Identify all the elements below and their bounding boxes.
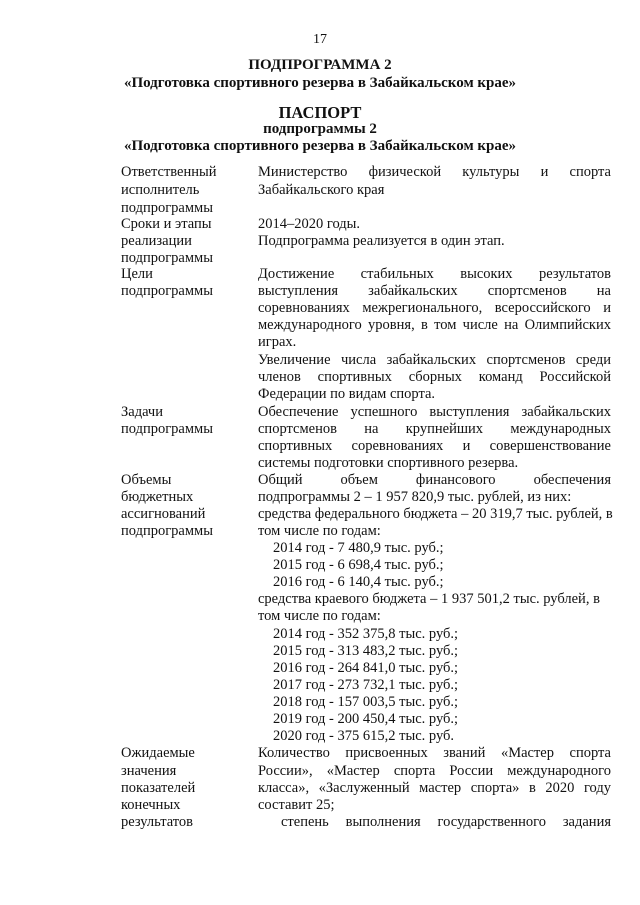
label-tasks-line: Задачи bbox=[121, 404, 163, 420]
value-budget-year: 2016 год - 264 841,0 тыс. руб.; bbox=[273, 660, 459, 676]
value-tasks-line: Обеспечение успешного выступления забайкальских bbox=[258, 404, 611, 420]
label-budget-line: Объемы bbox=[121, 472, 172, 488]
value-budget-year: 2014 год - 352 375,8 тыс. руб.; bbox=[273, 626, 459, 642]
label-responsible-line: исполнитель bbox=[121, 182, 200, 198]
value-results-line: степень выполнения государственного задания bbox=[281, 814, 611, 830]
label-responsible-line: Ответственный bbox=[121, 164, 217, 180]
value-responsible-line: Забайкальского края bbox=[258, 182, 385, 198]
label-goals-line: Цели bbox=[121, 266, 153, 282]
label-terms-line: подпрограммы bbox=[121, 250, 213, 266]
value-goals-line: играх. bbox=[258, 334, 297, 350]
value-results-line: России», «Мастер спорта России международного bbox=[258, 763, 611, 779]
value-goals-line: выступления забайкальских спортсменов на bbox=[258, 283, 611, 299]
passport-subheading: подпрограммы 2 bbox=[263, 121, 377, 137]
label-results-line: показателей bbox=[121, 780, 196, 796]
passport-title: «Подготовка спортивного резерва в Забайкальском крае» bbox=[123, 138, 517, 154]
value-results-line: класса», «Заслуженный мастер спорта» в 2020 году bbox=[258, 780, 611, 796]
value-budget-year: 2018 год - 157 003,5 тыс. руб.; bbox=[273, 694, 459, 710]
value-budget-year: 2016 год - 6 140,4 тыс. руб.; bbox=[273, 574, 444, 590]
value-budget-year: 2015 год - 6 698,4 тыс. руб.; bbox=[273, 557, 444, 573]
value-budget-line: средства краевого бюджета – 1 937 501,2 тыс. рублей, в bbox=[258, 591, 600, 607]
label-responsible-line: подпрограммы bbox=[121, 200, 213, 216]
label-goals-line: подпрограммы bbox=[121, 283, 213, 299]
value-tasks-line: спортивных соревнованиях и совершенствование bbox=[258, 438, 611, 454]
value-budget-line: том числе по годам: bbox=[258, 608, 381, 624]
label-budget-line: бюджетных bbox=[121, 489, 194, 505]
page-number: 17 bbox=[313, 32, 327, 47]
value-terms-line: Подпрограмма реализуется в один этап. bbox=[258, 233, 505, 249]
label-budget-line: ассигнований bbox=[121, 506, 206, 522]
value-goals-line: Увеличение числа забайкальских спортсменов среди bbox=[258, 352, 611, 368]
label-results-line: Ожидаемые bbox=[121, 745, 195, 761]
value-goals-line: соревнованиях межрегионального, всероссийского и bbox=[258, 300, 611, 316]
value-results-line: Количество присвоенных званий «Мастер спорта bbox=[258, 745, 611, 761]
passport-heading: ПАСПОРТ bbox=[278, 103, 362, 122]
subprogram-title: «Подготовка спортивного резерва в Забайкальском крае» bbox=[123, 75, 517, 91]
value-budget-line: Общий объем финансового обеспечения bbox=[258, 472, 611, 488]
label-tasks-line: подпрограммы bbox=[121, 421, 213, 437]
subprogram-heading: ПОДПРОГРАММА 2 bbox=[248, 57, 392, 73]
value-budget-year: 2015 год - 313 483,2 тыс. руб.; bbox=[273, 643, 459, 659]
value-tasks-line: спортсменов на крупнейших международных bbox=[258, 421, 611, 437]
label-results-line: результатов bbox=[121, 814, 194, 830]
value-responsible-line: Министерство физической культуры и спорта bbox=[258, 164, 611, 180]
value-results-line: составит 25; bbox=[258, 797, 335, 813]
label-results-line: конечных bbox=[121, 797, 181, 813]
value-budget-year: 2017 год - 273 732,1 тыс. руб.; bbox=[273, 677, 459, 693]
value-budget-year: 2019 год - 200 450,4 тыс. руб.; bbox=[273, 711, 459, 727]
value-goals-line: международного уровня, в том числе на Олимпийских bbox=[258, 317, 611, 333]
label-budget-line: подпрограммы bbox=[121, 523, 213, 539]
label-terms-line: реализации bbox=[121, 233, 192, 249]
value-tasks-line: системы подготовки спортивного резерва. bbox=[258, 455, 519, 471]
value-budget-line: средства федерального бюджета – 20 319,7 тыс. рублей, в bbox=[258, 506, 613, 522]
value-goals-line: членов спортивных сборных команд Российской bbox=[258, 369, 611, 385]
value-goals-line: Достижение стабильных высоких результатов bbox=[258, 266, 611, 282]
value-budget-year: 2014 год - 7 480,9 тыс. руб.; bbox=[273, 540, 444, 556]
value-budget-line: подпрограммы 2 – 1 957 820,9 тыс. рублей, из них: bbox=[258, 489, 572, 505]
label-results-line: значения bbox=[121, 763, 177, 779]
value-budget-line: том числе по годам: bbox=[258, 523, 381, 539]
value-budget-year: 2020 год - 375 615,2 тыс. руб. bbox=[273, 728, 455, 744]
label-terms-line: Сроки и этапы bbox=[121, 216, 212, 232]
value-terms-line: 2014–2020 годы. bbox=[258, 216, 361, 232]
value-goals-line: Федерации по видам спорта. bbox=[258, 386, 436, 402]
